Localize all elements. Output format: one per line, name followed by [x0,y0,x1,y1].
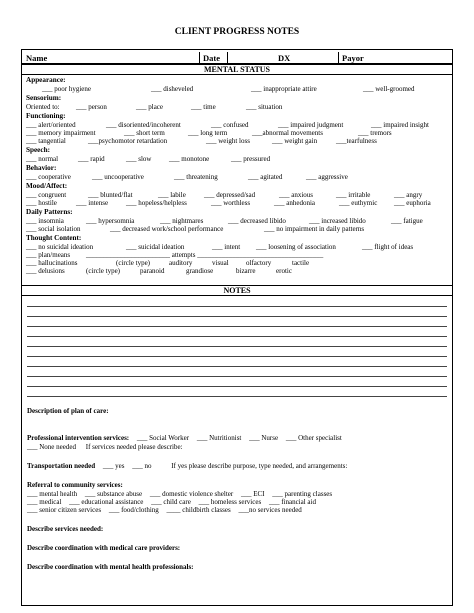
option-tactile[interactable]: tactile [292,259,310,267]
plan-of-care-label: Description of plan of care: [27,407,109,415]
sensorium-label: Sensorium: [26,94,62,102]
referral-label: Referral to community services: [27,481,123,489]
option-erotic[interactable]: erotic [276,267,292,275]
check-no-services[interactable]: ___no services needed [238,506,302,514]
check-rapid[interactable]: ___ rapid [78,155,105,163]
check-well-groomed[interactable]: ___ well-groomed [363,85,415,93]
if-services-label: If services needed please describe: [85,443,183,451]
check-uncooperative[interactable]: ___ uncooperative [92,173,144,181]
referral-row-2 [27,498,316,506]
check-agitated[interactable]: ___ agitated [248,173,283,181]
referral-row-1 [27,490,332,498]
check-financial-aid[interactable]: ___ financial aid [268,498,316,506]
check-threatening[interactable]: ___ threatening [174,173,218,181]
check-slow[interactable]: ___ slow [126,155,152,163]
check-educational-assistance[interactable]: ___ educational assistance [69,498,144,506]
check-worthless[interactable]: ___ worthless [211,199,251,207]
option-olfactory[interactable]: olfactory [246,259,272,267]
check-short-term[interactable]: ___ short term [124,129,165,137]
check-increased-libido[interactable]: ___ increased libido [309,217,366,225]
name-field-label[interactable]: Name [26,53,48,63]
check-transport-yes[interactable]: ___ yes [102,462,125,470]
check-senior-citizen[interactable]: ___ senior citizen services [27,506,102,514]
check-inappropriate-attire[interactable]: ___ inappropriate attire [251,85,317,93]
check-loosening-association[interactable]: ___ loosening of association [256,243,336,251]
check-social-worker[interactable]: ___ Social Worker [136,434,190,442]
check-cooperative[interactable]: ___ cooperative [26,173,71,181]
check-confused[interactable]: ___ confused [211,121,249,129]
check-tremors[interactable]: ___ tremors [358,129,392,137]
check-hallucinations[interactable]: ___ hallucinations [26,259,78,267]
check-congruent[interactable]: ___ congruent [26,191,67,199]
check-intent[interactable]: ___ intent [212,243,241,251]
check-weight-gain[interactable]: ___ weight gain [272,137,318,145]
check-time[interactable]: ___ time [191,103,216,111]
check-euthymic[interactable]: ___ euthymic [339,199,378,207]
check-impaired-insight[interactable]: ___ impaired insight [371,121,429,129]
notes-heading: NOTES [22,285,452,296]
check-weight-loss[interactable]: ___ weight loss [206,137,250,145]
referral-row-3 [27,506,302,514]
check-tearfulness[interactable]: ___tearfulness [336,137,377,145]
transport-label: Transportation needed [27,462,96,470]
check-anxious[interactable]: ___ anxious [279,191,314,199]
check-child-care[interactable]: ___ child care [151,498,191,506]
check-flight-of-ideas[interactable]: ___ flight of ideas [362,243,414,251]
option-visual[interactable]: visual [212,259,229,267]
check-abnormal-movements[interactable]: ___abnormal movements [252,129,323,137]
check-none-needed[interactable]: ___ None needed [27,443,76,451]
check-disheveled[interactable]: ___ disheveled [151,85,194,93]
check-disoriented[interactable]: ___ disoriented/incoherent [106,121,181,129]
speech-label: Speech: [26,146,50,154]
check-no-suicidal-ideation[interactable]: ___ no suicidal ideation [26,243,94,251]
check-transport-no[interactable]: ___ no [132,462,152,470]
check-suicidal-ideation[interactable]: ___ suicidal ideation [126,243,185,251]
check-childbirth-classes[interactable]: ____ childbirth classes [166,506,231,514]
check-nurse[interactable]: ___ Nurse [249,434,279,442]
appearance-label: Appearance: [26,76,66,84]
circle-type-label-2: (circle type) [86,267,121,275]
payor-field-label[interactable]: Payor [342,53,364,63]
check-eci[interactable]: ___ ECI [240,490,265,498]
check-impaired-judgment[interactable]: ___ impaired judgment [278,121,344,129]
dx-field-label[interactable]: DX [278,53,291,63]
coord-medical-label: Describe coordination with medical care providers: [27,544,181,552]
option-paranoid[interactable]: paranoid [140,267,165,275]
check-homeless-services[interactable]: ___ homeless services [198,498,262,506]
mood-label: Mood/Affect: [26,182,68,190]
intervention-label: Professional intervention services: [27,434,130,442]
check-hopeless-helpless[interactable]: ___ hopeless/helpless [126,199,187,207]
check-other-specialist[interactable]: ___ Other specialist [285,434,342,442]
check-substance-abuse[interactable]: ___ substance abuse [84,490,143,498]
oriented-to-label: Oriented to: [26,103,60,111]
check-poor-hygiene[interactable]: ___ poor hygiene [42,85,91,93]
check-decreased-libido[interactable]: ___ decreased libido [228,217,286,225]
behavior-label: Behavior: [26,164,57,172]
check-fatigue[interactable]: ___ fatigue [391,217,423,225]
check-social-isolation[interactable]: ___ social isolation [26,225,81,233]
check-long-term[interactable]: ___ long term [188,129,228,137]
check-medical[interactable]: ___ medical [27,498,62,506]
check-intense[interactable]: ___ intense [76,199,109,207]
check-mental-health[interactable]: ___ mental health [27,490,78,498]
check-parenting-classes[interactable]: ___ parenting classes [272,490,333,498]
check-euphoria[interactable]: ___ euphoria [394,199,431,207]
check-tangential[interactable]: ___ tangential [26,137,66,145]
option-bizarre[interactable]: bizarre [236,267,256,275]
check-delusions[interactable]: ___ delusions [26,267,65,275]
check-pressured[interactable]: ___ pressured [231,155,271,163]
check-alert-oriented[interactable]: ___ alert/oriented [26,121,76,129]
check-domestic-violence[interactable]: ___ domestic violence shelter [149,490,234,498]
check-food-clothing[interactable]: ___ food/clothing [108,506,159,514]
date-field-label[interactable]: Date [203,53,220,63]
check-aggressive[interactable]: ___ aggressive [306,173,348,181]
coord-mental-label: Describe coordination with mental health professionals: [27,563,194,571]
check-plan-means[interactable]: ___ plan/means [26,251,71,259]
check-monotone[interactable]: ___ monotone [169,155,210,163]
attempts-field[interactable]: ________________________ attempts ____________________________________ [86,251,324,259]
check-depressed-sad[interactable]: ___ depressed/sad [204,191,256,199]
header-row [22,52,452,64]
check-memory-impairment[interactable]: ___ memory impairment [26,129,96,137]
form-title: CLIENT PROGRESS NOTES [174,27,300,37]
check-anhedonia[interactable]: ___ anhedonia [274,199,316,207]
intervention-row-2 [27,443,183,451]
check-labile[interactable]: ___ labile [158,191,186,199]
form-frame [21,49,453,606]
check-normal[interactable]: ___ normal [26,155,59,163]
check-angry[interactable]: ___ angry [394,191,423,199]
option-auditory[interactable]: auditory [169,259,193,267]
check-place[interactable]: ___ place [136,103,164,111]
check-nutritionist[interactable]: ___ Nutritionist [196,434,242,442]
if-yes-label: If yes please describe purpose, type needed, and arrangements: [171,462,348,470]
check-nightmares[interactable]: ___ nightmares [160,217,204,225]
check-insomnia[interactable]: ___ insomnia [26,217,64,225]
check-blunted-flat[interactable]: ___ blunted/flat [88,191,133,199]
describe-services-label: Describe services needed: [27,525,104,533]
check-decreased-performance[interactable]: ___ decreased work/school performance [110,225,224,233]
circle-type-label: (circle type) [116,259,151,267]
check-situation[interactable]: ___ situation [246,103,283,111]
mental-status-heading: MENTAL STATUS [22,64,452,75]
check-irritable[interactable]: ___ irritable [336,191,371,199]
option-grandiose[interactable]: grandiose [186,267,214,275]
functioning-label: Functioning: [26,112,66,120]
check-person[interactable]: ___ person [76,103,107,111]
check-psychomotor-retardation[interactable]: ___psychomotor retardation [88,137,168,145]
check-hypersomnia[interactable]: ___ hypersomnia [86,217,135,225]
thought-content-label: Thought Content: [26,234,82,242]
intervention-row [27,434,342,442]
daily-patterns-label: Daily Patterns: [26,208,73,216]
check-no-impairment[interactable]: ___ no impairment in daily patterns [264,225,365,233]
transport-row [27,462,347,470]
check-hostile[interactable]: ___ hostile [26,199,57,207]
